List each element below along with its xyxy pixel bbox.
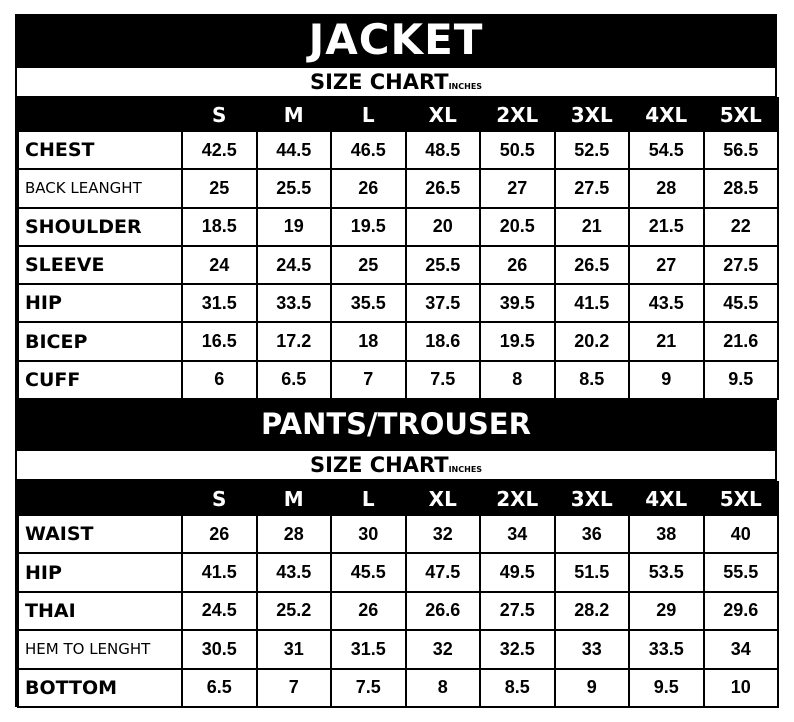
measurement-value: 7	[331, 361, 406, 399]
measurement-value: 50.5	[480, 131, 555, 169]
pants-title: PANTS/TROUSER	[15, 402, 777, 448]
measurement-label: CUFF	[18, 361, 182, 399]
measurement-value: 8.5	[480, 669, 555, 707]
pants-size-header: M	[257, 482, 332, 515]
table-row	[18, 669, 778, 707]
measurement-value: 20.5	[480, 208, 555, 246]
measurement-value: 32	[406, 515, 481, 553]
measurement-value: 31	[257, 630, 332, 668]
measurement-value: 26.5	[555, 246, 630, 284]
measurement-value: 7.5	[331, 669, 406, 707]
jacket-subtitle-text: SIZE CHART	[309, 70, 449, 94]
measurement-value: 19.5	[331, 208, 406, 246]
jacket-size-header: L	[331, 98, 406, 131]
pants-size-header: L	[331, 482, 406, 515]
measurement-value: 43.5	[629, 284, 704, 322]
measurement-value: 45.5	[331, 553, 406, 591]
table-row	[18, 322, 778, 360]
measurement-value: 25	[331, 246, 406, 284]
jacket-title: JACKET	[15, 14, 777, 66]
measurement-label: SHOULDER	[18, 208, 182, 246]
measurement-label: HIP	[18, 553, 182, 591]
measurement-value: 29	[629, 592, 704, 630]
measurement-value: 19	[257, 208, 332, 246]
pants-size-table	[17, 481, 779, 708]
pants-size-header: S	[182, 482, 257, 515]
pants-size-header: 3XL	[555, 482, 630, 515]
measurement-value: 9	[555, 669, 630, 707]
jacket-unit: INCHES	[448, 82, 483, 91]
measurement-value: 21.6	[704, 322, 779, 360]
measurement-value: 46.5	[331, 131, 406, 169]
jacket-header-corner	[18, 98, 182, 131]
measurement-value: 22	[704, 208, 779, 246]
measurement-value: 48.5	[406, 131, 481, 169]
measurement-value: 25.5	[406, 246, 481, 284]
measurement-value: 9	[629, 361, 704, 399]
measurement-label: CHEST	[18, 131, 182, 169]
measurement-value: 24.5	[257, 246, 332, 284]
measurement-value: 18.6	[406, 322, 481, 360]
measurement-label: HEM TO LENGHT	[18, 630, 182, 668]
measurement-value: 26	[331, 592, 406, 630]
measurement-value: 16.5	[182, 322, 257, 360]
measurement-value: 9.5	[704, 361, 779, 399]
jacket-size-header: M	[257, 98, 332, 131]
measurement-value: 41.5	[555, 284, 630, 322]
measurement-value: 26	[480, 246, 555, 284]
measurement-value: 27.5	[480, 592, 555, 630]
measurement-value: 18	[331, 322, 406, 360]
measurement-value: 21.5	[629, 208, 704, 246]
measurement-label: BOTTOM	[18, 669, 182, 707]
measurement-value: 54.5	[629, 131, 704, 169]
jacket-size-header: 4XL	[629, 98, 704, 131]
measurement-value: 20.2	[555, 322, 630, 360]
pants-subtitle	[17, 451, 775, 479]
measurement-label: BACK LEANGHT	[18, 169, 182, 207]
measurement-value: 26.5	[406, 169, 481, 207]
measurement-label: THAI	[18, 592, 182, 630]
measurement-value: 36	[555, 515, 630, 553]
measurement-value: 21	[629, 322, 704, 360]
pants-size-header: 5XL	[704, 482, 779, 515]
measurement-value: 32.5	[480, 630, 555, 668]
jacket-size-header: 2XL	[480, 98, 555, 131]
measurement-value: 31.5	[331, 630, 406, 668]
measurement-value: 31.5	[182, 284, 257, 322]
measurement-value: 40	[704, 515, 779, 553]
table-row	[18, 630, 778, 668]
measurement-value: 24	[182, 246, 257, 284]
measurement-value: 26.6	[406, 592, 481, 630]
measurement-value: 7	[257, 669, 332, 707]
measurement-value: 32	[406, 630, 481, 668]
pants-size-header: 2XL	[480, 482, 555, 515]
measurement-label: BICEP	[18, 322, 182, 360]
measurement-value: 8	[480, 361, 555, 399]
pants-size-header: XL	[406, 482, 481, 515]
measurement-value: 9.5	[629, 669, 704, 707]
measurement-label: HIP	[18, 284, 182, 322]
pants-subtitle-text: SIZE CHART	[309, 453, 449, 477]
jacket-header-row	[18, 98, 778, 131]
measurement-label: WAIST	[18, 515, 182, 553]
jacket-size-header: XL	[406, 98, 481, 131]
pants-header-corner	[18, 482, 182, 515]
pants-header-row	[18, 482, 778, 515]
measurement-value: 27	[480, 169, 555, 207]
measurement-value: 28	[257, 515, 332, 553]
table-row	[18, 208, 778, 246]
table-row	[18, 169, 778, 207]
jacket-size-table	[17, 97, 779, 400]
measurement-value: 30.5	[182, 630, 257, 668]
measurement-value: 41.5	[182, 553, 257, 591]
measurement-value: 28.5	[704, 169, 779, 207]
measurement-value: 39.5	[480, 284, 555, 322]
jacket-size-header: 3XL	[555, 98, 630, 131]
measurement-value: 28.2	[555, 592, 630, 630]
measurement-value: 34	[480, 515, 555, 553]
measurement-value: 49.5	[480, 553, 555, 591]
measurement-value: 25.5	[257, 169, 332, 207]
table-row	[18, 361, 778, 399]
measurement-value: 33.5	[257, 284, 332, 322]
pants-size-header: 4XL	[629, 482, 704, 515]
measurement-value: 35.5	[331, 284, 406, 322]
measurement-label: SLEEVE	[18, 246, 182, 284]
measurement-value: 27	[629, 246, 704, 284]
measurement-value: 53.5	[629, 553, 704, 591]
measurement-value: 10	[704, 669, 779, 707]
measurement-value: 25.2	[257, 592, 332, 630]
measurement-value: 24.5	[182, 592, 257, 630]
measurement-value: 33	[555, 630, 630, 668]
measurement-value: 8	[406, 669, 481, 707]
measurement-value: 6.5	[257, 361, 332, 399]
measurement-value: 33.5	[629, 630, 704, 668]
measurement-value: 26	[182, 515, 257, 553]
measurement-value: 6	[182, 361, 257, 399]
measurement-value: 52.5	[555, 131, 630, 169]
measurement-value: 51.5	[555, 553, 630, 591]
measurement-value: 56.5	[704, 131, 779, 169]
jacket-size-header: S	[182, 98, 257, 131]
measurement-value: 27.5	[555, 169, 630, 207]
measurement-value: 42.5	[182, 131, 257, 169]
measurement-value: 25	[182, 169, 257, 207]
table-row	[18, 592, 778, 630]
measurement-value: 30	[331, 515, 406, 553]
measurement-value: 43.5	[257, 553, 332, 591]
table-row	[18, 553, 778, 591]
measurement-value: 7.5	[406, 361, 481, 399]
measurement-value: 8.5	[555, 361, 630, 399]
table-row	[18, 515, 778, 553]
measurement-value: 26	[331, 169, 406, 207]
pants-unit: INCHES	[448, 465, 483, 474]
measurement-value: 37.5	[406, 284, 481, 322]
measurement-value: 17.2	[257, 322, 332, 360]
measurement-value: 45.5	[704, 284, 779, 322]
measurement-value: 21	[555, 208, 630, 246]
measurement-value: 38	[629, 515, 704, 553]
measurement-value: 27.5	[704, 246, 779, 284]
measurement-value: 29.6	[704, 592, 779, 630]
measurement-value: 47.5	[406, 553, 481, 591]
measurement-value: 6.5	[182, 669, 257, 707]
measurement-value: 44.5	[257, 131, 332, 169]
measurement-value: 55.5	[704, 553, 779, 591]
measurement-value: 19.5	[480, 322, 555, 360]
measurement-value: 34	[704, 630, 779, 668]
jacket-size-header: 5XL	[704, 98, 779, 131]
measurement-value: 18.5	[182, 208, 257, 246]
measurement-value: 28	[629, 169, 704, 207]
table-row	[18, 131, 778, 169]
table-row	[18, 284, 778, 322]
measurement-value: 20	[406, 208, 481, 246]
jacket-subtitle	[17, 68, 775, 96]
table-row	[18, 246, 778, 284]
